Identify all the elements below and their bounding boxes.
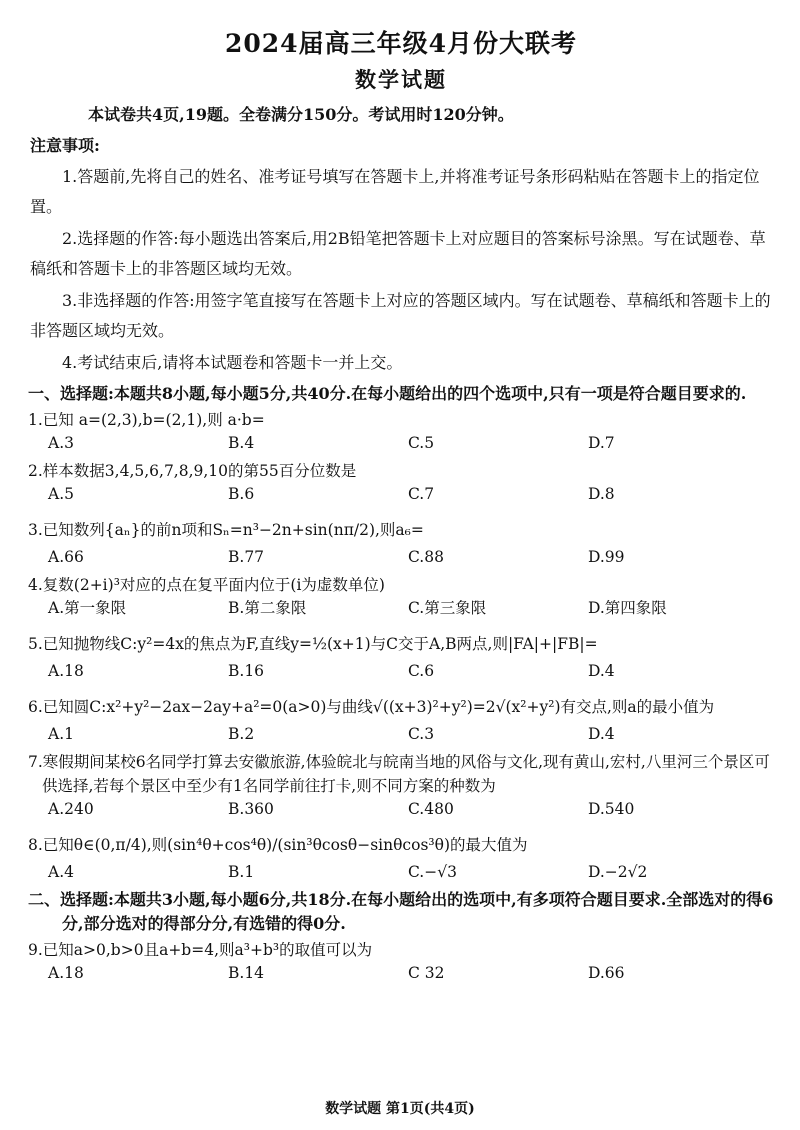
section-heading-multiple-choice: 二、选择题:本题共3小题,每小题6分,共18分.在每小题给出的选项中,有多项符合题目要求.全部选对的得6分,部分选对的得部分分,有选错的得0分. [28,890,774,933]
exam-subtitle: 数学试题 [355,67,447,92]
option-d: D.第四象限 [588,599,667,617]
question-1: 1.已知 a=(2,3),b=(2,1),则 a·b= [28,411,265,429]
option-b: B.2 [228,725,255,743]
option-d: D.66 [588,964,625,982]
option-a: A.5 [48,485,74,503]
exam-title: 2024届高三年级4月份大联考 [225,29,577,58]
option-a: A.66 [48,548,84,566]
option-c: C.6 [408,662,435,680]
option-c: C.480 [408,800,454,818]
question-3: 3.已知数列{aₙ}的前n项和Sₙ=n³−2n+sin(nπ/2),则a₆= [28,521,424,539]
option-a: A.240 [48,800,94,818]
option-d: D.−2√2 [588,863,648,881]
notes-heading: 注意事项: [30,136,100,155]
options-5 [48,660,774,682]
option-d: D.540 [588,800,635,818]
option-c: C.3 [408,725,435,743]
option-d: D.99 [588,548,625,566]
question-6: 6.已知圆C:x²+y²−2ax−2ay+a²=0(a>0)与曲线√((x+3)²+y²)=2√(x²+y²)有交点,则a的最小值为 [28,698,715,716]
note-item: 3.非选择题的作答:用签字笔直接写在答题卡上对应的答题区域内。写在试题卷、草稿纸和答题卡上的非答题区域均无效。 [30,291,771,340]
option-d: D.4 [588,662,615,680]
question-7: 7.寒假期间某校6名同学打算去安徽旅游,体验皖北与皖南当地的风俗与文化,现有黄山,宏村,八里河三个景区可供选择,若每个景区中至少有1名同学前往打卡,则不同方案的种数为 [28,753,770,795]
option-b: B.6 [228,485,255,503]
question-9: 9.已知a>0,b>0且a+b=4,则a³+b³的取值可以为 [28,941,373,959]
options-3 [48,546,774,568]
options-8 [48,861,774,883]
option-b: B.4 [228,434,255,452]
page-footer: 数学试题 第1页(共4页) [325,1101,475,1117]
option-b: B.360 [228,800,274,818]
question-2: 2.样本数据3,4,5,6,7,8,9,10的第55百分位数是 [28,462,357,480]
options-9 [48,962,774,984]
exam-info: 本试卷共4页,19题。全卷满分150分。考试用时120分钟。 [88,105,514,124]
options-4 [48,597,774,619]
option-b: B.1 [228,863,255,881]
option-a: A.第一象限 [48,599,127,617]
option-c: C.第三象限 [408,599,487,617]
option-a: A.18 [48,662,84,680]
note-item: 4.考试结束后,请将本试题卷和答题卡一并上交。 [62,353,403,372]
options-2 [48,483,774,505]
option-c: C 32 [408,964,445,982]
note-item: 1.答题前,先将自己的姓名、准考证号填写在答题卡上,并将准考证号条形码粘贴在答题卡上的指定位置。 [30,167,760,216]
note-item: 2.选择题的作答:每小题选出答案后,用2B铅笔把答题卡上对应题目的答案标号涂黑。写在试题卷、草稿纸和答题卡上的非答题区域均无效。 [30,229,766,278]
option-a: A.3 [48,434,74,452]
option-c: C.5 [408,434,435,452]
option-d: D.8 [588,485,615,503]
options-1 [48,432,774,454]
option-d: D.4 [588,725,615,743]
section-heading-single-choice: 一、选择题:本题共8小题,每小题5分,共40分.在每小题给出的四个选项中,只有一项是符合题目要求的. [28,384,747,403]
option-c: C.7 [408,485,435,503]
option-c: C.−√3 [408,863,457,881]
question-8: 8.已知θ∈(0,π/4),则(sin⁴θ+cos⁴θ)/(sin³θcosθ−sinθcos³θ)的最大值为 [28,836,528,854]
options-7 [48,798,774,820]
option-b: B.16 [228,662,265,680]
options-6 [48,723,774,745]
option-b: B.第二象限 [228,599,307,617]
option-a: A.4 [48,863,74,881]
option-a: A.18 [48,964,84,982]
option-a: A.1 [48,725,74,743]
question-4: 4.复数(2+i)³对应的点在复平面内位于(i为虚数单位) [28,576,385,594]
option-d: D.7 [588,434,615,452]
option-b: B.14 [228,964,265,982]
option-c: C.88 [408,548,444,566]
option-b: B.77 [228,548,265,566]
question-5: 5.已知抛物线C:y²=4x的焦点为F,直线y=½(x+1)与C交于A,B两点,则|FA|+|FB|= [28,635,598,653]
